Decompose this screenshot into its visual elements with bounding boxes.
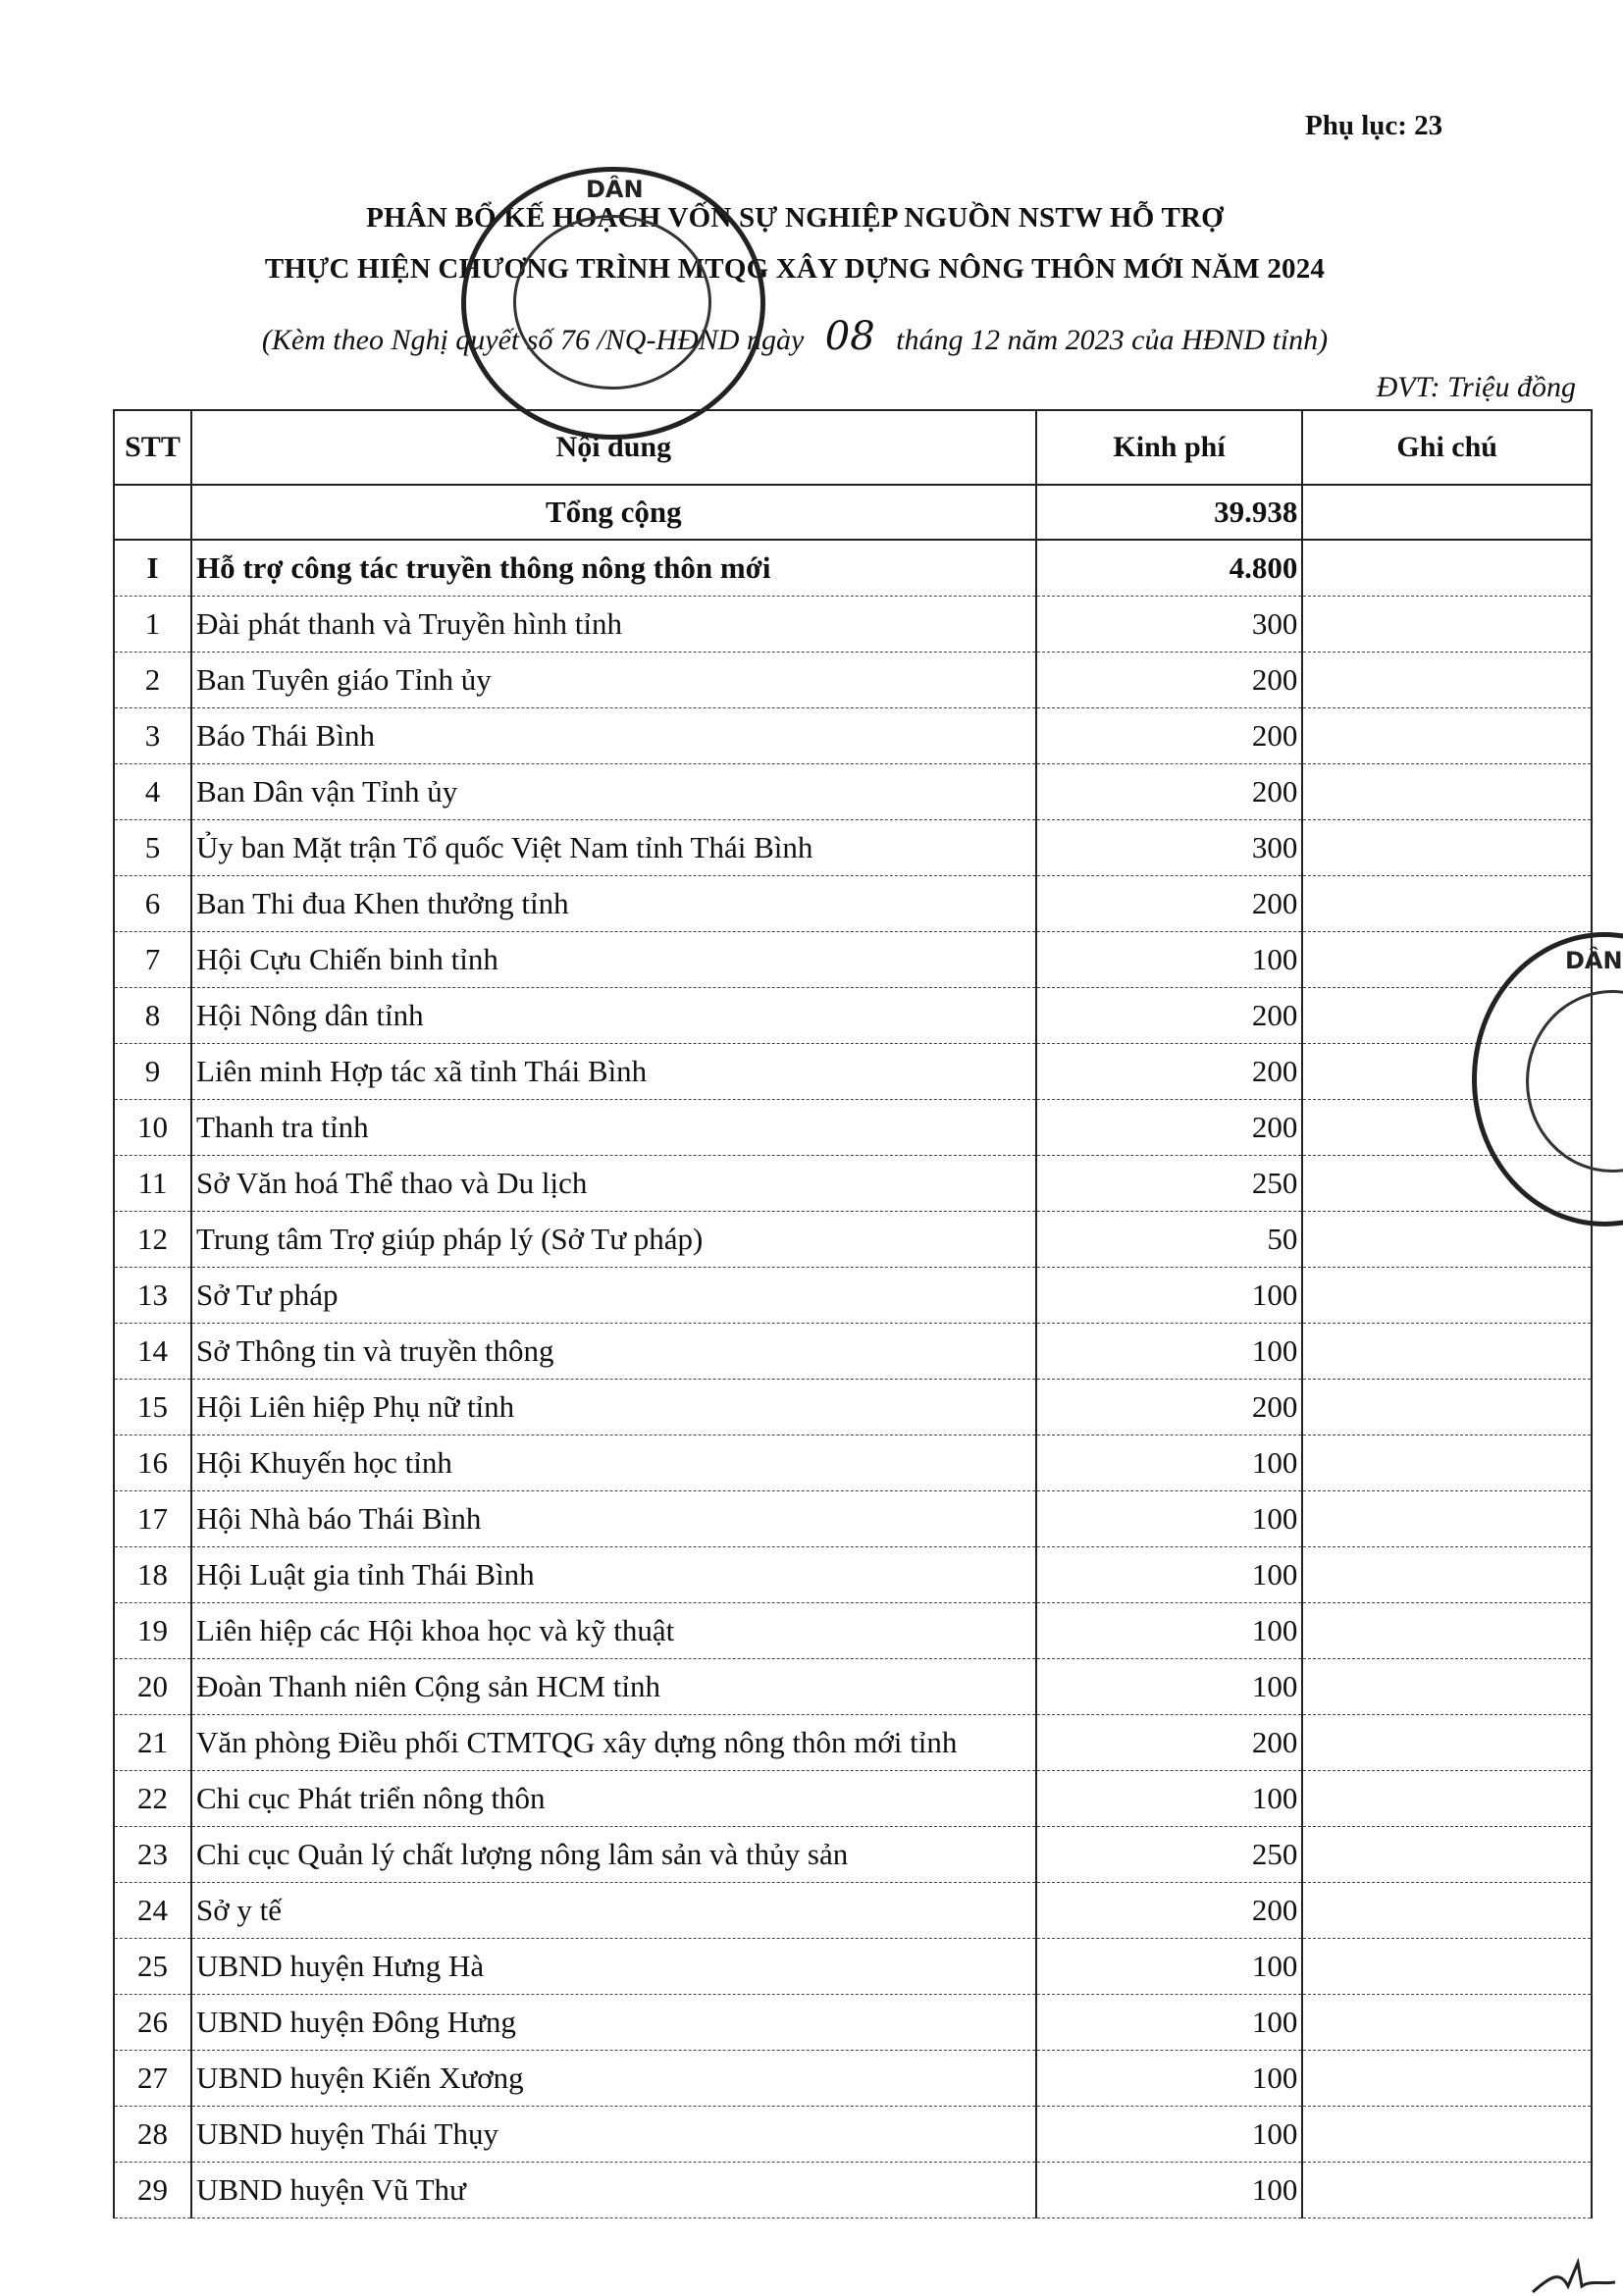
- row-note: [1302, 1771, 1592, 1827]
- table-row: [114, 1771, 1592, 1827]
- row-note: [1302, 1547, 1592, 1603]
- row-name: UBND huyện Vũ Thư: [191, 2163, 1036, 2218]
- row-amount: 200: [1036, 652, 1303, 708]
- table-row: [114, 1156, 1592, 1212]
- row-amount: 200: [1036, 988, 1303, 1044]
- row-stt: 29: [114, 2163, 191, 2218]
- row-stt: 3: [114, 708, 191, 764]
- column-header-amount: Kinh phí: [1036, 410, 1303, 485]
- row-name: Thanh tra tỉnh: [191, 1100, 1036, 1156]
- side-seal-text: DÂN: [1565, 947, 1623, 974]
- subtitle-handwritten-day: 08: [824, 314, 875, 359]
- row-name: Liên hiệp các Hội khoa học và kỹ thuật: [191, 1603, 1036, 1659]
- table-header-row: [114, 410, 1592, 485]
- row-note: [1302, 1212, 1592, 1268]
- row-note: [1302, 1995, 1592, 2051]
- row-stt: 14: [114, 1324, 191, 1380]
- table-row: [114, 1603, 1592, 1659]
- appendix-label: Phụ lục: 23: [1305, 110, 1443, 141]
- subtitle-text-after: tháng 12 năm 2023 của HĐND tỉnh): [896, 324, 1329, 356]
- row-note: [1302, 1827, 1592, 1883]
- row-stt: 11: [114, 1156, 191, 1212]
- row-amount: 100: [1036, 2051, 1303, 2107]
- row-note: [1302, 1883, 1592, 1939]
- row-name: Văn phòng Điều phối CTMTQG xây dựng nông thôn mới tỉnh: [191, 1715, 1036, 1771]
- row-note: [1302, 1324, 1592, 1380]
- table-row: [114, 1268, 1592, 1324]
- table-row: [114, 988, 1592, 1044]
- table-row: [114, 876, 1592, 932]
- row-name: Ban Dân vận Tỉnh ủy: [191, 764, 1036, 820]
- section-note-cell: [1302, 540, 1592, 597]
- row-note: [1302, 2051, 1592, 2107]
- table-row: [114, 1435, 1592, 1491]
- row-name: Hội Khuyến học tỉnh: [191, 1435, 1036, 1491]
- row-name: Báo Thái Bình: [191, 708, 1036, 764]
- table-row: [114, 820, 1592, 876]
- row-amount: 200: [1036, 1883, 1303, 1939]
- row-stt: 25: [114, 1939, 191, 1995]
- row-note: [1302, 876, 1592, 932]
- row-stt: 5: [114, 820, 191, 876]
- row-amount: 200: [1036, 876, 1303, 932]
- row-stt: 4: [114, 764, 191, 820]
- table-row: [114, 1995, 1592, 2051]
- official-seal-stamp: [461, 167, 765, 440]
- row-note: [1302, 820, 1592, 876]
- row-note: [1302, 1268, 1592, 1324]
- subtitle-text-before: (Kèm theo Nghị quyết số 76 /NQ-HĐND ngày: [261, 324, 805, 356]
- row-stt: 12: [114, 1212, 191, 1268]
- table-row: [114, 1715, 1592, 1771]
- row-stt: 20: [114, 1659, 191, 1715]
- table-row: [114, 1324, 1592, 1380]
- row-name: Sở Tư pháp: [191, 1268, 1036, 1324]
- row-amount: 50: [1036, 1212, 1303, 1268]
- row-stt: 6: [114, 876, 191, 932]
- row-name: Hội Nông dân tỉnh: [191, 988, 1036, 1044]
- document-title-line2: THỰC HIỆN CHƯƠNG TRÌNH MTQG XÂY DỰNG NÔNG THÔN MỚI NĂM 2024: [264, 253, 1326, 285]
- seal-inner-ring: [513, 215, 711, 390]
- row-stt: 16: [114, 1435, 191, 1491]
- unit-label: ĐVT: Triệu đồng: [1376, 371, 1576, 403]
- total-stt-cell: [114, 485, 191, 540]
- row-note: [1302, 708, 1592, 764]
- row-name: Hội Cựu Chiến binh tỉnh: [191, 932, 1036, 988]
- row-amount: 100: [1036, 1995, 1303, 2051]
- row-note: [1302, 652, 1592, 708]
- side-seal-inner-ring: [1526, 990, 1623, 1173]
- row-amount: 100: [1036, 1268, 1303, 1324]
- table-row: [114, 1380, 1592, 1435]
- row-amount: 100: [1036, 2107, 1303, 2163]
- seal-text: DÂN: [586, 176, 644, 203]
- row-amount: 200: [1036, 1380, 1303, 1435]
- table-row: [114, 1827, 1592, 1883]
- row-name: Ủy ban Mặt trận Tổ quốc Việt Nam tỉnh Thái Bình: [191, 820, 1036, 876]
- row-stt: 9: [114, 1044, 191, 1100]
- section-row: [114, 540, 1592, 597]
- row-note: [1302, 2107, 1592, 2163]
- row-amount: 250: [1036, 1827, 1303, 1883]
- total-amount: 39.938: [1036, 485, 1303, 540]
- row-stt: 23: [114, 1827, 191, 1883]
- column-header-stt: STT: [114, 410, 191, 485]
- row-amount: 200: [1036, 1715, 1303, 1771]
- row-stt: 21: [114, 1715, 191, 1771]
- row-amount: 100: [1036, 932, 1303, 988]
- row-name: Đài phát thanh và Truyền hình tỉnh: [191, 597, 1036, 652]
- row-stt: 22: [114, 1771, 191, 1827]
- row-note: [1302, 597, 1592, 652]
- table-row: [114, 932, 1592, 988]
- section-label: Hỗ trợ công tác truyền thông nông thôn mới: [191, 540, 1036, 597]
- column-header-content: Nội dung: [191, 410, 1036, 485]
- row-stt: 19: [114, 1603, 191, 1659]
- row-name: Hội Nhà báo Thái Bình: [191, 1491, 1036, 1547]
- table-row: [114, 2051, 1592, 2107]
- signature-mark: [1531, 2257, 1619, 2296]
- row-amount: 250: [1036, 1156, 1303, 1212]
- row-note: [1302, 1380, 1592, 1435]
- row-note: [1302, 1939, 1592, 1995]
- row-name: UBND huyện Đông Hưng: [191, 1995, 1036, 2051]
- row-note: [1302, 2163, 1592, 2218]
- row-stt: 8: [114, 988, 191, 1044]
- table-row: [114, 597, 1592, 652]
- row-name: Liên minh Hợp tác xã tỉnh Thái Bình: [191, 1044, 1036, 1100]
- row-amount: 100: [1036, 1659, 1303, 1715]
- row-amount: 200: [1036, 764, 1303, 820]
- row-stt: 7: [114, 932, 191, 988]
- row-amount: 200: [1036, 1044, 1303, 1100]
- row-name: Sở y tế: [191, 1883, 1036, 1939]
- row-stt: 1: [114, 597, 191, 652]
- row-amount: 100: [1036, 1771, 1303, 1827]
- row-stt: 17: [114, 1491, 191, 1547]
- row-name: Sở Thông tin và truyền thông: [191, 1324, 1036, 1380]
- row-name: Chi cục Phát triển nông thôn: [191, 1771, 1036, 1827]
- row-name: UBND huyện Kiến Xương: [191, 2051, 1036, 2107]
- row-stt: 27: [114, 2051, 191, 2107]
- row-stt: 10: [114, 1100, 191, 1156]
- row-name: Chi cục Quản lý chất lượng nông lâm sản và thủy sản: [191, 1827, 1036, 1883]
- document-title-line1: PHÂN BỔ KẾ HOẠCH VỐN SỰ NGHIỆP NGUỒN NSTW HỖ TRỢ: [366, 202, 1224, 234]
- row-name: Hội Liên hiệp Phụ nữ tỉnh: [191, 1380, 1036, 1435]
- row-stt: 28: [114, 2107, 191, 2163]
- table-row: [114, 2163, 1592, 2218]
- row-stt: 24: [114, 1883, 191, 1939]
- table-row: [114, 764, 1592, 820]
- total-label: Tổng cộng: [191, 485, 1036, 540]
- row-note: [1302, 1435, 1592, 1491]
- row-amount: 100: [1036, 1324, 1303, 1380]
- total-row: [114, 485, 1592, 540]
- row-stt: 13: [114, 1268, 191, 1324]
- row-note: [1302, 1659, 1592, 1715]
- section-amount: 4.800: [1036, 540, 1303, 597]
- row-name: Ban Thi đua Khen thưởng tỉnh: [191, 876, 1036, 932]
- row-amount: 100: [1036, 1603, 1303, 1659]
- total-note-cell: [1302, 485, 1592, 540]
- table-row: [114, 1883, 1592, 1939]
- row-note: [1302, 764, 1592, 820]
- row-stt: 2: [114, 652, 191, 708]
- row-name: UBND huyện Thái Thụy: [191, 2107, 1036, 2163]
- table-row: [114, 1939, 1592, 1995]
- table-row: [114, 708, 1592, 764]
- row-stt: 26: [114, 1995, 191, 2051]
- table-row: [114, 1100, 1592, 1156]
- row-name: UBND huyện Hưng Hà: [191, 1939, 1036, 1995]
- row-amount: 300: [1036, 820, 1303, 876]
- budget-table: [113, 409, 1593, 2218]
- table-row: [114, 1547, 1592, 1603]
- table-row: [114, 1044, 1592, 1100]
- row-name: Ban Tuyên giáo Tỉnh ủy: [191, 652, 1036, 708]
- document-subtitle: [98, 314, 1492, 359]
- column-header-note: Ghi chú: [1302, 410, 1592, 485]
- row-name: Đoàn Thanh niên Cộng sản HCM tỉnh: [191, 1659, 1036, 1715]
- row-name: Sở Văn hoá Thể thao và Du lịch: [191, 1156, 1036, 1212]
- row-amount: 100: [1036, 1547, 1303, 1603]
- table-row: [114, 1659, 1592, 1715]
- table-row: [114, 1212, 1592, 1268]
- table-row: [114, 652, 1592, 708]
- row-note: [1302, 1491, 1592, 1547]
- row-name: Trung tâm Trợ giúp pháp lý (Sở Tư pháp): [191, 1212, 1036, 1268]
- row-amount: 100: [1036, 1491, 1303, 1547]
- row-amount: 100: [1036, 1939, 1303, 1995]
- row-stt: 15: [114, 1380, 191, 1435]
- table-row: [114, 1491, 1592, 1547]
- section-stt: I: [114, 540, 191, 597]
- row-amount: 100: [1036, 1435, 1303, 1491]
- table-row: [114, 2107, 1592, 2163]
- row-stt: 18: [114, 1547, 191, 1603]
- row-amount: 300: [1036, 597, 1303, 652]
- row-name: Hội Luật gia tỉnh Thái Bình: [191, 1547, 1036, 1603]
- row-amount: 200: [1036, 708, 1303, 764]
- row-note: [1302, 1715, 1592, 1771]
- row-note: [1302, 1603, 1592, 1659]
- row-amount: 200: [1036, 1100, 1303, 1156]
- row-amount: 100: [1036, 2163, 1303, 2218]
